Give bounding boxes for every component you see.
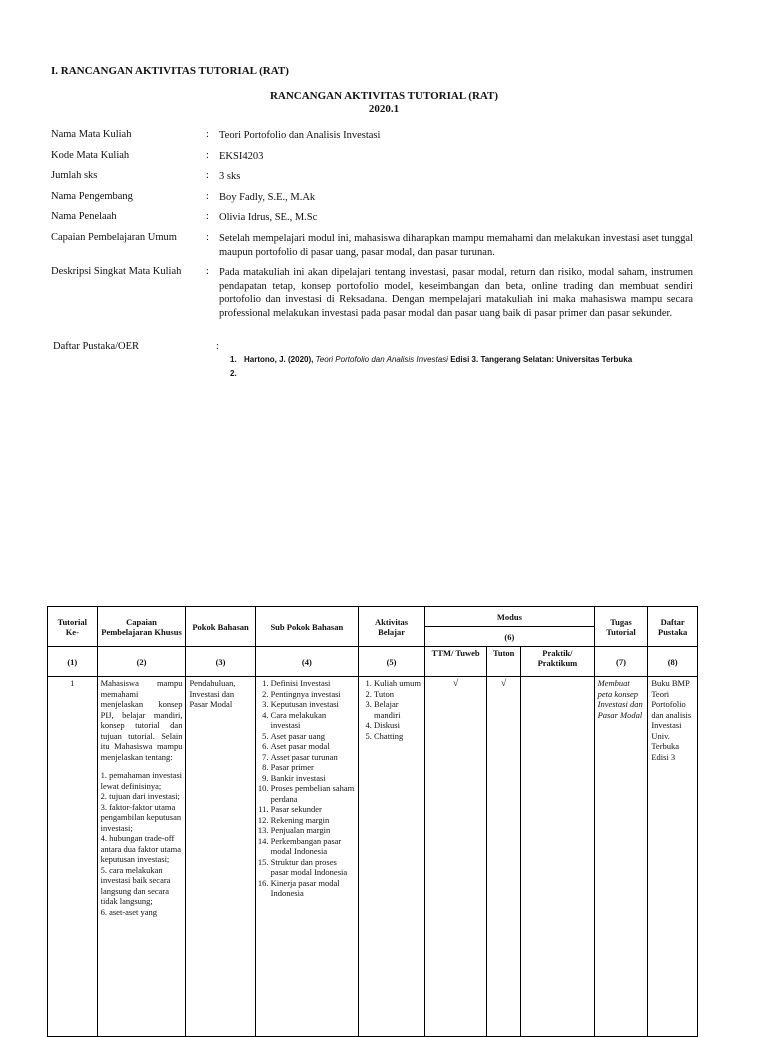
cell-sub-pokok xyxy=(255,677,358,1037)
list-item: 6. Aset pasar modal xyxy=(271,741,355,752)
document-year: 2020.1 xyxy=(368,103,400,115)
capaian-item: 6. aset-aset yang xyxy=(100,906,158,917)
aktivitas-list xyxy=(362,678,421,741)
list-item: 5. Chatting xyxy=(374,731,421,742)
list-item: 9. Bankir investasi xyxy=(271,773,355,784)
list-item: 13. Penjualan margin xyxy=(271,825,355,836)
field-label-deskripsi: Deskripsi Singkat Mata Kuliah xyxy=(51,266,182,277)
header-tutorial: Tutorial Ke- xyxy=(48,607,98,647)
reference-item xyxy=(230,369,244,378)
field-colon: : xyxy=(206,170,209,181)
list-item: 3. Keputusan investasi xyxy=(271,699,355,710)
field-label-daftar-pustaka: Daftar Pustaka/OER xyxy=(53,341,140,352)
field-value-deskripsi: Pada matakuliah ini akan dipelajari tentang investasi, pasar modal, return dan risiko, modal saham, instrumen pendapatan tetap, konsep portofolio model, keseimbangan dan beta, online trading dan membuat sendiri portofolio dan investasi di Reksadana. Dengan mempelajari matakuliah ini maka mahasiswa mampu secara professional melakukan investasi pada pasar modal dan pasar uang baik di pasar primer dan pasar sekunder. xyxy=(219,267,693,319)
list-item: 12. Rekening margin xyxy=(271,815,355,826)
col-number: (7) xyxy=(594,647,648,677)
cell-daftar: Buku BMP Teori Portofolio dan analisis Investasi Univ. Terbuka Edisi 3 xyxy=(648,677,698,1037)
reference-rest: Edisi 3. Tangerang Selatan: Universitas Terbuka xyxy=(450,355,633,364)
reference-item xyxy=(230,355,632,364)
cell-tutorial: 1 xyxy=(48,677,98,1037)
col-number: (1) xyxy=(48,647,98,677)
rat-table xyxy=(47,606,698,1037)
field-colon: : xyxy=(206,191,209,202)
list-item: 2. Tuton xyxy=(374,689,421,700)
header-aktivitas: Aktivitas Belajar xyxy=(359,607,425,647)
field-value-pengembang: Boy Fadly, S.E., M.Ak xyxy=(219,192,316,203)
field-value-capaian: Setelah mempelajari modul ini, mahasiswa diharapkan mampu memahami dan melakukan investasi aset tunggal maupun portofolio di pasar uang, pasar modal, dan pasar turunan. xyxy=(219,233,693,258)
field-colon: : xyxy=(206,266,209,277)
field-label-penelaah: Nama Penelaah xyxy=(51,211,117,222)
field-value-sks: 3 sks xyxy=(219,171,241,182)
list-item: 3. Belajar mandiri xyxy=(374,699,421,720)
field-label-sks: Jumlah sks xyxy=(51,170,98,181)
reference-number: 2. xyxy=(230,369,237,378)
list-item: 5. Aset pasar uang xyxy=(271,731,355,742)
col-number: (4) xyxy=(255,647,358,677)
field-label-kode-mk: Kode Mata Kuliah xyxy=(51,150,130,161)
list-item: 11. Pasar sekunder xyxy=(271,804,355,815)
header-modus-number: (6) xyxy=(425,627,594,647)
reference-title: Teori Portofolio dan Analisis Investasi xyxy=(315,355,448,364)
document-title: RANCANGAN AKTIVITAS TUTORIAL (RAT) xyxy=(269,90,499,102)
list-item: 15. Struktur dan proses pasar modal Indonesia xyxy=(271,857,355,878)
header-capaian: Capaian Pembelajaran Khusus xyxy=(97,607,186,647)
cell-aktivitas xyxy=(359,677,425,1037)
cell-tuton-check: √ xyxy=(487,677,521,1037)
field-label-nama-mk: Nama Mata Kuliah xyxy=(51,129,132,140)
cell-tugas: Membuat peta konsep Investasi dan Pasar Modal xyxy=(594,677,648,1037)
header-tugas: Tugas Tutorial xyxy=(594,607,648,647)
col-number: (3) xyxy=(186,647,255,677)
section-heading: I. RANCANGAN AKTIVITAS TUTORIAL (RAT) xyxy=(51,65,289,77)
list-item: 10. Proses pembelian saham perdana xyxy=(271,783,355,804)
field-label-pengembang: Nama Pengembang xyxy=(51,191,133,202)
capaian-item: 4. hubungan trade-off antara dua faktor utama keputusan investasi; xyxy=(100,833,182,864)
reference-author: Hartono, J. (2020), xyxy=(244,355,314,364)
field-colon: : xyxy=(206,129,209,140)
list-item: 14. Perkembangan pasar modal Indonesia xyxy=(271,836,355,857)
list-item: 7. Asset pasar turunan xyxy=(271,752,355,763)
list-item: 1. Kuliah umum xyxy=(374,678,421,689)
capaian-item: 2. tujuan dari investasi; xyxy=(100,791,180,801)
col-number: (5) xyxy=(359,647,425,677)
list-item: 8. Pasar primer xyxy=(271,762,355,773)
reference-number: 1. xyxy=(230,355,237,364)
field-colon: : xyxy=(206,211,209,222)
field-value-nama-mk: Teori Portofolio dan Analisis Investasi xyxy=(219,130,381,141)
table-row xyxy=(48,677,698,1037)
header-daftar: Daftar Pustaka xyxy=(648,607,698,647)
field-value-kode-mk: EKSI4203 xyxy=(219,151,264,162)
cell-capaian xyxy=(97,677,186,1037)
header-praktik: Praktik/ Praktikum xyxy=(521,647,594,677)
header-sub-pokok: Sub Pokok Bahasan xyxy=(255,607,358,647)
list-item: 16. Kinerja pasar modal Indonesia xyxy=(271,878,355,899)
cell-ttm-check: √ xyxy=(425,677,487,1037)
field-colon: : xyxy=(206,232,209,243)
col-number: (8) xyxy=(648,647,698,677)
capaian-item: 3. faktor-faktor utama pengambilan keputusan investasi; xyxy=(100,801,182,833)
field-label-capaian: Capaian Pembelajaran Umum xyxy=(51,232,177,243)
field-colon: : xyxy=(216,341,219,352)
cell-praktik xyxy=(521,677,594,1037)
header-tuton: Tuton xyxy=(487,647,521,677)
capaian-item: 1. pemahaman investasi lewat definisinya; xyxy=(100,770,183,791)
list-item: 4. Cara melakukan investasi xyxy=(271,710,355,731)
field-colon: : xyxy=(206,150,209,161)
col-number: (2) xyxy=(97,647,186,677)
sub-pokok-list xyxy=(259,678,355,899)
field-value-penelaah: Olivia Idrus, SE., M.Sc xyxy=(219,212,318,223)
capaian-intro: Mahasiswa mampu memahami menjelaskan konsep PIJ, belajar mandiri, konsep tutorial dan tujuan tutorial. Selain itu Mahasiswa mampu menjelaskan tentang: xyxy=(100,678,183,762)
capaian-item: 5. cara melakukan investasi baik secara langsung dan secara tidak langsung; xyxy=(100,864,171,906)
header-ttm: TTM/ Tuweb xyxy=(425,647,487,677)
header-pokok: Pokok Bahasan xyxy=(186,607,255,647)
list-item: 2. Pentingnya investasi xyxy=(271,689,355,700)
list-item: 4. Diskusi xyxy=(374,720,421,731)
cell-pokok: Pendahuluan, Investasi dan Pasar Modal xyxy=(186,677,255,1037)
list-item: 1. Definisi Investasi xyxy=(271,678,355,689)
header-modus: Modus xyxy=(425,607,594,627)
